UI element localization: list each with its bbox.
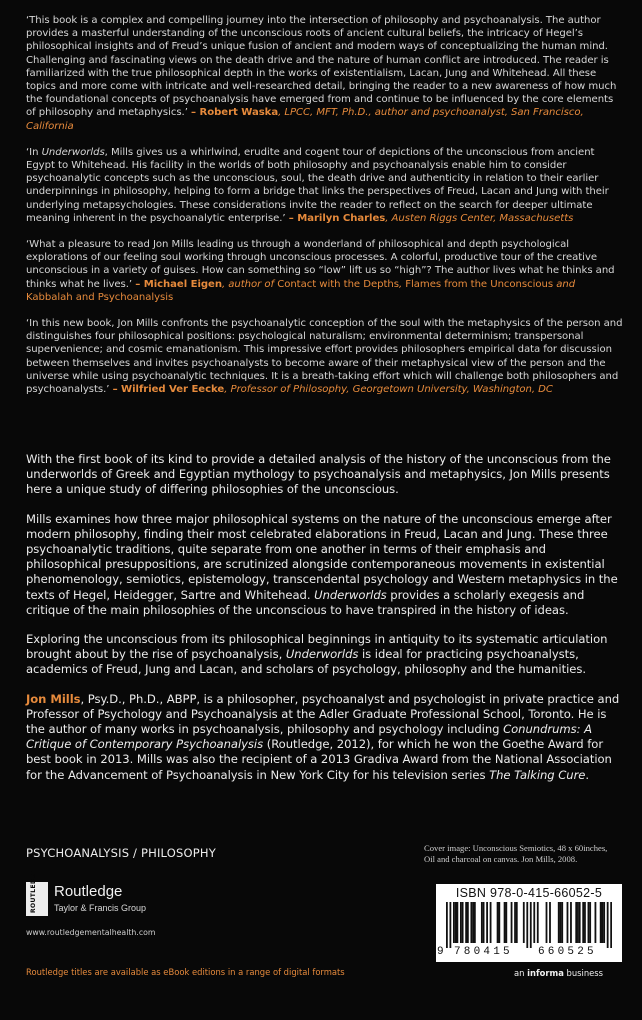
author-name: Jon Mills	[26, 691, 81, 706]
barcode-bar	[472, 902, 474, 943]
publisher-website: www.routledgementalhealth.com	[26, 928, 156, 937]
barcode-bar	[483, 902, 485, 943]
barcode-bar	[582, 902, 584, 943]
barcode-bar	[449, 902, 451, 948]
description-paragraph-3: Exploring the unconscious from its philosophical beginnings in antiquity to its systematic articulation brought about by the rise of psychoanalysis, Underworlds is ideal for practicing psychoanalysts, academics of Freud, Jung and Lacan, and scholars of psychology, philosophy and the humanities.	[26, 632, 608, 677]
barcode-bar	[610, 902, 612, 948]
barcode-bar	[470, 902, 472, 943]
barcode-bar	[570, 902, 572, 943]
barcode-bar	[456, 902, 458, 943]
barcode-bar	[602, 902, 604, 943]
barcode-bar	[560, 902, 562, 943]
informa-business: an informa business	[514, 968, 604, 978]
isbn-barcode: ISBN 978-0-415-66052-5 9 780415 660525	[436, 884, 622, 962]
barcode-bar	[607, 902, 609, 948]
barcode-bar	[567, 902, 569, 943]
endorsement-waska: ‘This book is a complex and compelling journey into the intersection of philosophy and psychoanalysis. The author provides a masterful understanding of the unconscious roots of ancient cultural beliefs, the intricacy of Hegel’s philosophical insights and of Freud’s unique fusion of ancient and modern ways of conceptualizing the human mind. Challenging and fascinating views on the death drive and the nature of human conflict are introduced. The reader is familiarized with the true philosophical depth in the works of existentialism, Lacan, Jung and Whitehead. All these topics and more come with intricate and well-researched detail, bringing the reader to a new awareness of how much the foundational concepts of psychoanalysis have emerged from and continue to be influenced by the core elements of philosophy and metaphysics.’ – Robert Waska, LPCC, MFT, Ph.D., author and psychoanalyst, San Francisco, California	[26, 15, 617, 132]
barcode-bar	[504, 902, 506, 943]
barcode-bar	[511, 902, 513, 943]
barcode-bar	[579, 902, 581, 943]
barcode-bar	[514, 902, 516, 943]
author-bio: Jon Mills, Psy.D., Ph.D., ABPP, is a philosopher, psychoanalyst and psychologist in private practice and Professor of Psychology and Psychoanalysis at the Adler Graduate Professional School, Toronto. He is the author of many works in psychoanalysis, philosophy and psychology including Conundrums: A Critique of Contemporary Psychoanalysis (Routledge, 2012), for which he won the Goethe Award for best book in 2013. Mills was also the recipient of a 2013 Gradiva Award from the National Association for the Advancement of Psychoanalysis in New York City for his television series The Talking Cure.	[26, 691, 620, 782]
barcode-bar	[589, 902, 591, 943]
barcode-bar	[530, 902, 532, 948]
routledge-logo-icon: ROUTLEDGE	[26, 882, 48, 916]
barcode-bar	[533, 902, 535, 943]
barcode-bar	[490, 902, 492, 943]
barcode-bar	[561, 902, 563, 943]
endorsement-ver-eecke: ‘In this new book, Jon Mills confronts the psychoanalytic conception of the soul with the metaphysics of the person and distinguishes four philosophical positions: psychological naturalism; environmental determinism; transpersonal supervenience; and cosmic emanationism. This impressive effort provides philosophers empirical data for discussion between themselves and invites psychoanalysts to become aware of their metaphysical view of the person and the universe while using psychoanalytic techniques. It is a breath-taking effort which will challenge both philosophers and psychoanalysts.’ – Wilfried Ver Eecke, Professor of Philosophy, Georgetown University, Washington, DC	[26, 318, 623, 396]
barcode-bar	[486, 902, 488, 943]
barcode-bar	[446, 902, 448, 948]
barcode-bar	[498, 902, 500, 943]
endorsement-author: – Wilfried Ver Eecke	[112, 384, 225, 396]
barcode-bar	[505, 902, 507, 943]
barcode-bar	[481, 902, 483, 943]
isbn-label: ISBN 978-0-415-66052-5	[455, 886, 603, 900]
routledge-logo	[26, 868, 186, 918]
endorsement-author: – Michael Eigen	[135, 278, 222, 290]
barcode-bar	[595, 902, 597, 943]
barcode-bar	[575, 902, 577, 943]
barcode-bar	[455, 902, 457, 943]
barcode-bar	[462, 902, 464, 943]
endorsement-eigen: ‘What a pleasure to read Jon Mills leading us through a wonderland of philosophical and depth psychological explorations of our feeling soul working through unconscious processes. A colorful, productive tour of the creative unconscious in a variety of guises. How can something so “low” lift us so “high”? The author lives what he thinks and thinks what he lives.’ – Michael Eigen, author of Contact with the Depths, Flames from the Unconscious and Kabbalah and Psychoanalysis	[26, 239, 615, 303]
barcode-bar	[474, 902, 476, 943]
barcode-bar	[467, 902, 469, 943]
barcode-bar	[453, 902, 455, 943]
endorsement-affiliation: , Professor of Philosophy, Georgetown University, Washington, DC	[224, 384, 553, 396]
endorsement-affiliation: , LPCC, MFT, Ph.D., author and psychoanalyst, San Francisco, California	[26, 107, 584, 132]
barcode-bar	[600, 902, 602, 943]
ebook-note: Routledge titles are available as eBook editions in a range of digital formats	[26, 967, 345, 977]
barcode-bar	[523, 902, 525, 943]
barcode-bar	[549, 902, 551, 943]
publisher-name: Routledge	[54, 883, 123, 900]
barcode-bar	[537, 902, 539, 943]
barcode-bar	[577, 902, 579, 943]
barcode-bar	[516, 902, 518, 943]
endorsements	[26, 14, 624, 409]
barcode-bar	[558, 902, 560, 943]
barcode-icon	[446, 902, 612, 948]
barcode-bar	[497, 902, 499, 943]
endorsement-author: – Marilyn Charles	[288, 212, 386, 224]
subject-category: PSYCHOANALYSIS / PHILOSOPHY	[26, 846, 216, 860]
cover-image-credit: Cover image: Unconscious Semiotics, 48 x 60inches, Oil and charcoal on canvas. Jon Mills, 2008.	[424, 843, 608, 864]
description-paragraph-2: Mills examines how three major philosophical systems on the nature of the unconscious emerge after modern philosophy, finding their most celebrated elaborations in Freud, Lacan and Jung. These three psychoanalytic traditions, quite separate from one another in terms of their emphasis and philosophical presuppositions, are scrutinized alongside contemporaneous movements in existential phenomenology, semiotics, epistemology, transcendental psychology and Western metaphysics in the texts of Hegel, Heidegger, Sartre and Whitehead. Underworlds provides a scholarly exegesis and critique of the main philosophies of the unconscious to have transpired in the history of ideas.	[26, 511, 618, 617]
description-paragraph-1: With the first book of its kind to provide a detailed analysis of the history of the unconscious from the underworlds of Greek and Egyptian mythology to psychoanalysis and metaphysics, Jon Mills presents here a unique study of differing philosophies of the unconscious.	[26, 452, 611, 497]
endorsement-charles: ‘In Underworlds, Mills gives us a whirlwind, erudite and cogent tour of depictions of the unconscious from ancient Egypt to Whitehead. His facility in the worlds of both philosophy and psychoanalysis enable him to consider psychoanalytic concepts such as the unconscious, soul, the death drive and authenticity in relation to their earlier underpinnings in philosophy, helping to form a bridge that links the perspectives of Freud, Lacan and Jung with their underlying metapsychologies. These considerations invite the reader to reflect on the search for deeper ultimate meaning inherent in the psychoanalytic enterprise.’ – Marilyn Charles, Austen Riggs Center, Massachusetts	[26, 146, 609, 224]
barcode-bar	[588, 902, 590, 943]
barcode-bar	[584, 902, 586, 943]
barcode-bar	[526, 902, 528, 948]
endorsement-affiliation: , Austen Riggs Center, Massachusetts	[385, 212, 574, 224]
barcode-bar	[603, 902, 605, 943]
barcode-bar	[465, 902, 467, 943]
book-description	[26, 452, 624, 797]
publisher-group: Taylor & Francis Group	[54, 903, 147, 913]
barcode-bar	[460, 902, 462, 943]
endorsement-author: – Robert Waska	[191, 107, 279, 119]
barcode-bar	[546, 902, 548, 943]
